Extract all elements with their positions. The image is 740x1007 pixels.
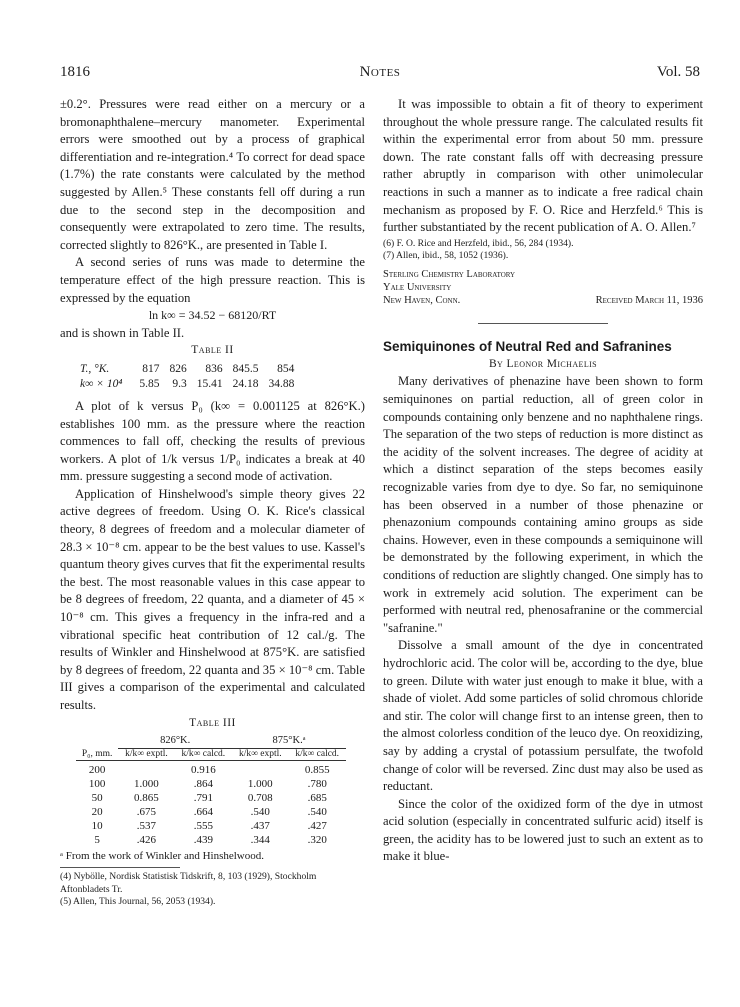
row-label: k∞ × 10⁴ <box>80 377 123 390</box>
section-title: Notes <box>359 64 401 80</box>
table-cell: 34.88 <box>268 377 295 390</box>
column-header: k/k∞ calcd. <box>175 749 233 761</box>
table-cell <box>232 761 288 778</box>
page-number: 1816 <box>60 64 90 80</box>
footnote-4: (4) Nybölle, Nordisk Statistisk Tidskrift, 8, 103 (1929), Stockholm Aftonbladets Tr. <box>60 871 317 895</box>
table-cell: 100 <box>88 778 106 791</box>
table-cell: 15.41 <box>196 377 223 390</box>
footnote-5: (5) Allen, This Journal, 56, 2053 (1934). <box>60 896 216 908</box>
affiliation-city: New Haven, Conn. <box>383 295 461 307</box>
column-header: k/k∞ exptl. <box>232 749 288 761</box>
table-cell: 5 <box>94 834 100 847</box>
table-cell: 10 <box>91 820 103 833</box>
table-cell <box>118 761 174 778</box>
table-2 <box>80 362 299 392</box>
article-divider <box>478 323 608 324</box>
table-footnote: ᵃ From the work of Winkler and Hinshelwood. <box>60 850 264 863</box>
paragraph: It was impossible to obtain a fit of theory to experiment throughout the whole pressure range. The calculated results fit within the experimental error from about 50 mm. pressure down. The rate constant falls off with decreasing pressure rather abruptly in comparison with other unimolecular reactions in such a manner as to indicate a free radical chain mechanism as proposed by F. O. Rice and Herzfeld.⁶ This is further substantiated by the recent publication of A. O. Allen.⁷ <box>383 97 703 235</box>
table-cell: 0.916 <box>190 764 216 777</box>
group-header-875: 875°K.ᵃ <box>232 734 346 749</box>
table-cell: .437 <box>250 820 270 833</box>
table-cell: .439 <box>193 834 213 847</box>
table-cell: .427 <box>307 820 327 833</box>
table-cell: .537 <box>136 820 157 833</box>
affiliation-university: Yale University <box>383 282 452 294</box>
table-row <box>80 377 299 392</box>
table-3-body <box>76 761 346 848</box>
table-cell: .320 <box>307 834 327 847</box>
table-cell: .344 <box>250 834 270 847</box>
table-row <box>76 791 346 805</box>
table-cell: 845.5 <box>232 362 259 375</box>
table-row <box>76 805 346 819</box>
table-cell: .685 <box>307 792 327 805</box>
footnote-6: (6) F. O. Rice and Herzfeld, ibid., 56, 284 (1934). <box>383 237 574 249</box>
article-author: By Leonor Michaelis <box>488 357 598 370</box>
group-header-826: 826°K. <box>118 734 232 749</box>
table-cell: 5.85 <box>139 377 160 390</box>
paragraph: Many derivatives of phenazine have been shown to form semiquinones on partial reduction, all of green color in compounds containing only benzene and no naphthalene rings. The separation of the two steps of reduction is more distinct as the acidity of the solvent increases. The degree of acidity at which a distinct separation of the steps becomes easily recognizable varies from dye to dye. So far, no semiquinone has been observed in a number of those phenazine or phenazonium compounds containing amino groups as side chains. However, even in these compounds a semiquinone will be demonstrated by the following experiment, in which the conditions of reduction are slightly changed. One simply has to work in extremely acid solution. The experiment can be performed with neutral red, phenosafranine or the commercial "safranine." <box>383 374 703 635</box>
table-row <box>76 761 346 778</box>
table-cell: .780 <box>307 778 327 791</box>
table-cell: 817 <box>142 362 160 375</box>
paragraph: Application of Hinshelwood's simple theory gives 22 active degrees of freedom. Using O. K. Rice's classical theory, 8 degrees of freedom and a molecular diameter of 28.3 × 10⁻⁸ cm. appear to be the best values to use. Kassel's quantum theory gives curves that fit the experimental results the best. The most reasonable values in this case appear to be 8 degrees of freedom, 22 quanta, and a diameter of 45 × 10⁻⁸ cm. This gives a frequency in the infra-red and a vibrational specific heat contribution of 12 cal./g. The results of Winkler and Hinshelwood at 875°K. are satisfied by 8 degrees of freedom, 22 quanta and 35 × 10⁻⁸ cm. Table III gives a comparison of the experimental and calculated results. <box>60 486 365 712</box>
table-subheader <box>76 749 346 761</box>
paragraph: Dissolve a small amount of the dye in concentrated hydrochloric acid. The color will be, according to the dye, blue to green. Dilute with water just enough to make it blue, with a shade of violet. Add some particles of solid chromous chloride and stir. The color will change first to an intense green, then to the almost colorless condition of the leuco dye. On reoxidizing, say by adding a crystal of potassium persulfate, the twofold change of color will be reversed. Zinc dust may also be used as reductant. <box>383 638 704 794</box>
volume-label: Vol. 58 <box>656 64 700 80</box>
affiliation-block <box>383 268 703 307</box>
paragraph: ±0.2°. Pressures were read either on a mercury or a bromonaphthalene–mercury manometer. Experimental errors were smoothed out by a process of graphical differentiation and re-integration.⁴ To correct for dead space (1.7%) the rate constants were calculated by the method suggested by Allen.⁵ These constants fell off during a run due to the second step in the decomposition and consequently were extrapolated to zero time. The results, corrected slightly to 826°K., are presented in Table I. <box>60 97 365 252</box>
column-header: k/k∞ exptl. <box>118 749 174 761</box>
table-cell: .555 <box>193 820 213 833</box>
paragraph: A plot of k versus P₀ (k∞ = 0.001125 at 826°K.) establishes 100 mm. as the pressure where the reaction commences to fall off, checking the results of previous workers. A plot of 1/k versus 1/P₀ indicates a break at 40 mm. pressure suggesting a second mode of activation. <box>60 398 365 484</box>
table-cell: 9.3 <box>172 377 187 390</box>
table-cell: 24.18 <box>232 377 259 390</box>
table-3-title: Table III <box>189 716 236 729</box>
table-cell: 854 <box>277 362 295 375</box>
footnote-7: (7) Allen, ibid., 58, 1052 (1936). <box>383 249 509 261</box>
affiliation-lab: Sterling Chemistry Laboratory <box>383 269 516 281</box>
row-label: T., °K. <box>80 362 110 375</box>
table-cell: 836 <box>205 362 223 375</box>
table-cell: 0.865 <box>134 792 159 805</box>
table-cell: 1.000 <box>247 778 273 791</box>
table-row <box>80 362 299 377</box>
table-row <box>76 819 346 833</box>
table-cell: 50 <box>91 792 103 805</box>
left-column <box>60 96 365 909</box>
table-group-header <box>76 734 346 749</box>
table-3 <box>76 734 346 847</box>
column-header: k/k∞ calcd. <box>288 749 346 761</box>
table-cell: .540 <box>307 806 327 819</box>
table-cell: 1.000 <box>134 778 159 791</box>
table-cell: .540 <box>250 806 270 819</box>
paragraph: A second series of runs was made to determine the temperature effect of the high pressure reaction. This is expressed by the equation <box>60 255 365 305</box>
table-cell: 0.708 <box>247 792 273 805</box>
received-date: Received March 11, 1936 <box>595 295 703 307</box>
table-cell: .426 <box>136 834 157 847</box>
table-cell: 200 <box>88 764 106 777</box>
footnote-rule <box>60 867 180 868</box>
table-cell: .664 <box>193 806 213 819</box>
table-header-blank <box>76 734 118 749</box>
equation: ln k∞ = 34.52 − 68120/RT <box>148 308 277 323</box>
table-row <box>76 833 346 847</box>
table-cell: .675 <box>136 806 157 819</box>
paragraph: Since the color of the oxidized form of the dye in utmost acid solution (especially in concentrated sulfuric acid) itself is green, the acidity has to be lowered just to such an extent as to make it blue- <box>383 796 703 864</box>
table-cell: .864 <box>193 778 213 791</box>
page-header <box>60 64 700 86</box>
table-cell: .791 <box>193 792 213 805</box>
table-cell: 0.855 <box>304 764 330 777</box>
table-cell: 20 <box>91 806 103 819</box>
column-header-pressure: P₀, mm. <box>76 749 118 761</box>
table-cell: 826 <box>169 362 187 375</box>
table-row <box>76 777 346 791</box>
table-2-title: Table II <box>191 344 234 357</box>
paragraph: and is shown in Table II. <box>60 325 185 340</box>
right-column <box>383 96 703 866</box>
article-title: Semiquinones of Neutral Red and Safranines <box>383 339 672 355</box>
